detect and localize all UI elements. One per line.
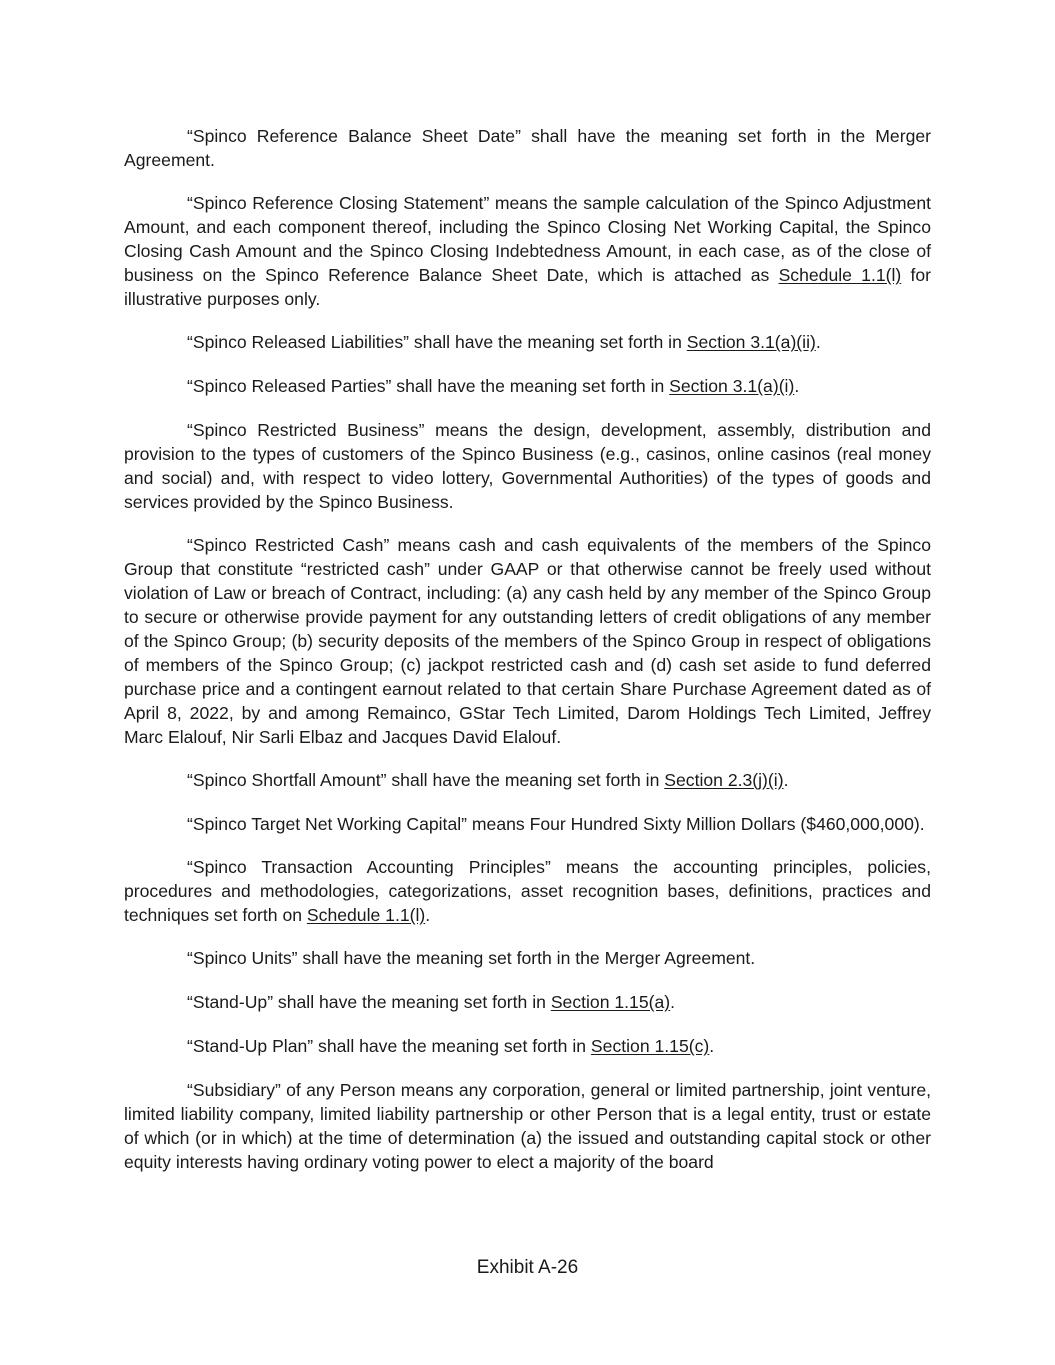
definition-paragraph: “Stand-Up” shall have the meaning set forth in Section 1.15(a). [187,992,676,1012]
cross-reference-link[interactable]: Schedule 1.1(l) [306,905,426,925]
definition-paragraph: “Spinco Released Liabilities” shall have the meaning set forth in Section 3.1(a)(ii). [187,332,821,352]
definition-paragraph: “Spinco Units” shall have the meaning set forth in the Merger Agreement. [187,948,756,968]
defined-term: Spinco Units [192,948,292,968]
defined-term: Spinco Released Liabilities [192,332,404,352]
defined-term: Spinco Restricted Business [192,420,419,440]
definition-paragraph: “Spinco Released Parties” shall have the meaning set forth in Section 3.1(a)(i). [187,376,800,396]
defined-term: Spinco Released Parties [192,376,386,396]
cross-reference-link[interactable]: Section 2.3(j)(i) [664,770,784,790]
defined-term: Spinco Target Net Working Capital [192,814,462,834]
cross-reference-link[interactable]: Section 1.15(c) [590,1036,710,1056]
defined-term: Spinco Restricted Cash [192,535,384,555]
defined-term: Spinco Shortfall Amount [192,770,381,790]
definition-paragraph: “Spinco Shortfall Amount” shall have the meaning set forth in Section 2.3(j)(i). [187,770,789,790]
definition-paragraph: “Spinco Target Net Working Capital” means Four Hundred Sixty Million Dollars ($460,000,000). [187,814,925,834]
definition-paragraph: “Spinco Restricted Business” means the design, development, assembly, distribution and provision to the types of customers of the Spinco Business (e.g., casinos, online casinos (real money and social) and, with respect to video lottery, Governmental Authorities) of the types of goods and services provided by the Spinco Business. [124,420,931,512]
page-footer: Exhibit A-26 [476,1257,579,1278]
definition-paragraph: “Stand-Up Plan” shall have the meaning set forth in Section 1.15(c). [187,1036,715,1056]
defined-term: Stand-Up [192,992,268,1012]
cross-reference-link[interactable]: Section 3.1(a)(ii) [686,332,816,352]
cross-reference-link[interactable]: Schedule 1.1(l) [778,265,902,285]
definition-paragraph: “Spinco Reference Closing Statement” means the sample calculation of the Spinco Adjustment Amount, and each component thereof, including the Spinco Closing Net Working Capital, the Spinco Closing Cash Amount and the Spinco Closing Indebtedness Amount, in each case, as of the close of business on the Spinco Reference Balance Sheet Date, which is attached as Schedule 1.1(l) for illustrative purposes only. [124,193,932,309]
defined-term: Spinco Reference Balance Sheet Date [192,126,516,146]
defined-term: Stand-Up Plan [192,1036,308,1056]
definition-paragraph: “Subsidiary” of any Person means any corporation, general or limited partnership, joint venture, limited liability company, limited liability partnership or other Person that is a legal entity, trust or estate of which (or in which) at the time of determination (a) the issued and outstanding capital stock or other equity interests having ordinary voting power to elect a majority of the board [124,1080,931,1172]
cross-reference-link[interactable]: Section 1.15(a) [550,992,671,1012]
definition-paragraph: “Spinco Restricted Cash” means cash and cash equivalents of the members of the Spinco Group that constitute “restricted cash” under GAAP or that otherwise cannot be freely used without violation of Law or breach of Contract, including: (a) any cash held by any member of the Spinco Group to secure or otherwise provide payment for any outstanding letters of credit obligations of any member of the Spinco Group; (b) security deposits of the members of the Spinco Group in respect of obligations of members of the Spinco Group; (c) jackpot restricted cash and (d) cash set aside to fund deferred purchase price and a contingent earnout related to that certain Share Purchase Agreement dated as of April 8, 2022, by and among Remainco, GStar Tech Limited, Darom Holdings Tech Limited, Jeffrey Marc Elalouf, Nir Sarli Elbaz and Jacques David Elalouf. [124,535,931,747]
defined-term: Subsidiary [192,1080,276,1100]
defined-term: Spinco Reference Closing Statement [192,193,484,213]
defined-term: Spinco Transaction Accounting Principles [192,857,545,877]
cross-reference-link[interactable]: Section 3.1(a)(i) [669,376,795,396]
definition-paragraph: “Spinco Reference Balance Sheet Date” shall have the meaning set forth in the Merger Agreement. [124,126,931,170]
definition-paragraph: “Spinco Transaction Accounting Principles” means the accounting principles, policies, procedures and methodologies, categorizations, asset recognition bases, definitions, practices and techniques set forth on Schedule 1.1(l). [124,857,931,925]
document-body [124,124,931,1193]
